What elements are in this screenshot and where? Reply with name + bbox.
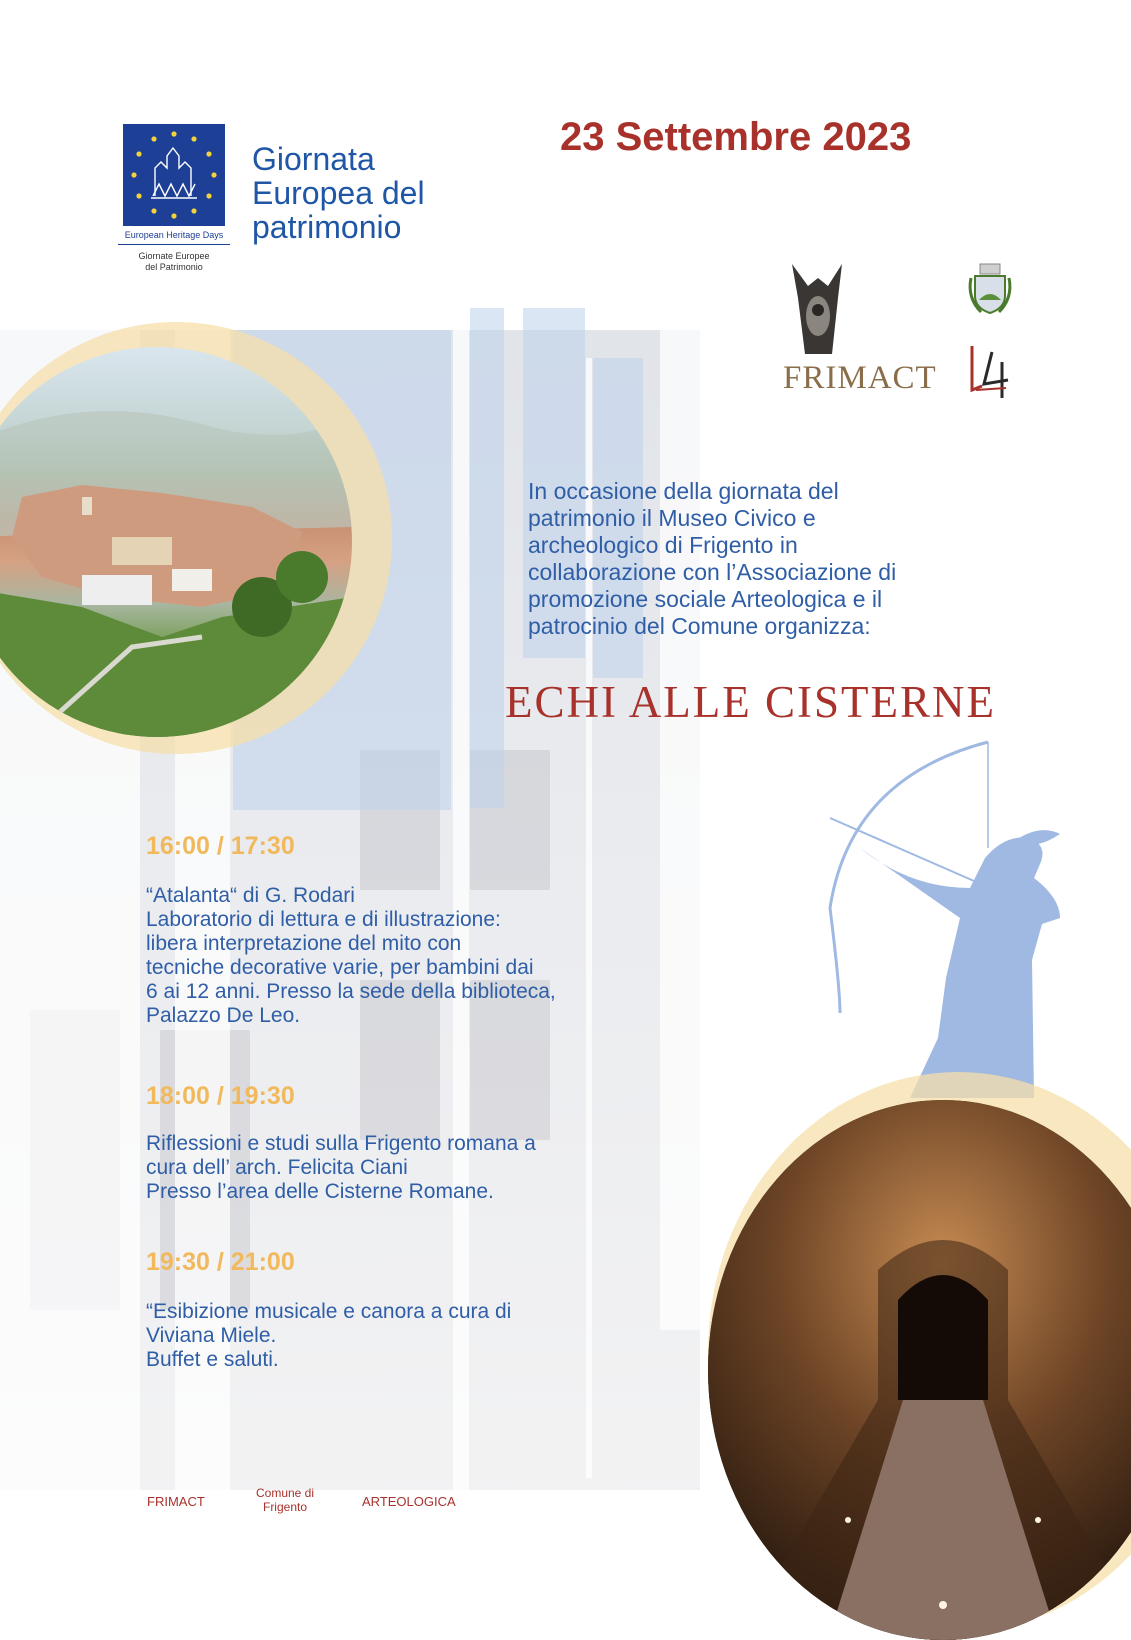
footer-comune bbox=[245, 1486, 325, 1514]
footer-arteologica: ARTEOLOGICA bbox=[362, 1494, 456, 1509]
schedule-description-1 bbox=[146, 884, 672, 1028]
heritage-title-line: Europea del bbox=[252, 175, 425, 211]
schedule-time-3: 19:30 / 21:00 bbox=[146, 1248, 295, 1276]
schedule-time-1: 16:00 / 17:30 bbox=[146, 832, 295, 860]
eu-caption-line: Giornate Europee bbox=[138, 251, 210, 261]
footer-comune-line: Comune di bbox=[255, 1486, 315, 1500]
eu-logo-divider bbox=[118, 244, 230, 245]
comune-crest-logo bbox=[965, 258, 1015, 318]
european-heritage-days-logo bbox=[123, 124, 225, 226]
schedule-line: Buffet e saluti. bbox=[146, 1348, 279, 1371]
frimact-wordmark: FRIMACT bbox=[783, 360, 937, 396]
event-title: ECHI ALLE CISTERNE bbox=[505, 677, 996, 727]
schedule-line: “Esibizione musicale e canora a cura di bbox=[146, 1300, 512, 1323]
schedule-description-2 bbox=[146, 1132, 672, 1204]
intro-line: archeologico di Frigento in bbox=[528, 532, 798, 558]
footer-comune-line: Frigento bbox=[262, 1500, 308, 1514]
schedule-line: Viviana Miele. bbox=[146, 1324, 277, 1347]
schedule-time-2: 18:00 / 19:30 bbox=[146, 1082, 295, 1110]
eu-stars-castle-icon bbox=[123, 124, 225, 226]
intro-line: promozione sociale Arteologica e il bbox=[528, 586, 883, 612]
arteologica-logo bbox=[962, 340, 1022, 406]
decor-stripe bbox=[470, 308, 504, 808]
intro-line: collaborazione con l’Associazione di bbox=[528, 559, 897, 585]
intro-line: patrimonio il Museo Civico e bbox=[528, 505, 816, 531]
schedule-line: cura dell’ arch. Felicita Ciani bbox=[146, 1156, 408, 1179]
archer-icon bbox=[820, 738, 1090, 1098]
schedule-line: Palazzo De Leo. bbox=[146, 1004, 301, 1027]
intro-line: In occasione della giornata del bbox=[528, 478, 839, 504]
schedule-description-3 bbox=[146, 1300, 672, 1372]
event-date: 23 Settembre 2023 bbox=[560, 115, 912, 159]
schedule-line: 6 ai 12 anni. Presso la sede della biblioteca, bbox=[146, 980, 556, 1003]
schedule-line: Laboratorio di lettura e di illustrazione: bbox=[146, 908, 501, 931]
schedule-line: “Atalanta“ di G. Rodari bbox=[146, 884, 355, 907]
intro-paragraph bbox=[528, 478, 1018, 640]
footer-frimact: FRIMACT bbox=[147, 1494, 205, 1509]
heritage-title-line: Giornata bbox=[252, 141, 375, 177]
eu-logo-caption-italian bbox=[112, 251, 236, 273]
archer-silhouette bbox=[820, 738, 1090, 1098]
intro-line: patrocinio del Comune organizza: bbox=[528, 613, 871, 639]
heritage-title-line: patrimonio bbox=[252, 209, 402, 245]
arteologica-mark-icon bbox=[962, 340, 1022, 406]
eu-caption-line: del Patrimonio bbox=[145, 262, 203, 272]
crest-shield-icon bbox=[965, 258, 1015, 318]
schedule-line: tecniche decorative varie, per bambini dai bbox=[146, 956, 534, 979]
schedule-line: libera interpretazione del mito con bbox=[146, 932, 462, 955]
eu-logo-caption-english: European Heritage Days bbox=[124, 230, 224, 240]
owl-icon bbox=[770, 258, 940, 358]
schedule-line: Riflessioni e studi sulla Frigento romana a bbox=[146, 1132, 536, 1155]
heritage-day-title bbox=[252, 142, 512, 244]
schedule-line: Presso l’area delle Cisterne Romane. bbox=[146, 1180, 494, 1203]
